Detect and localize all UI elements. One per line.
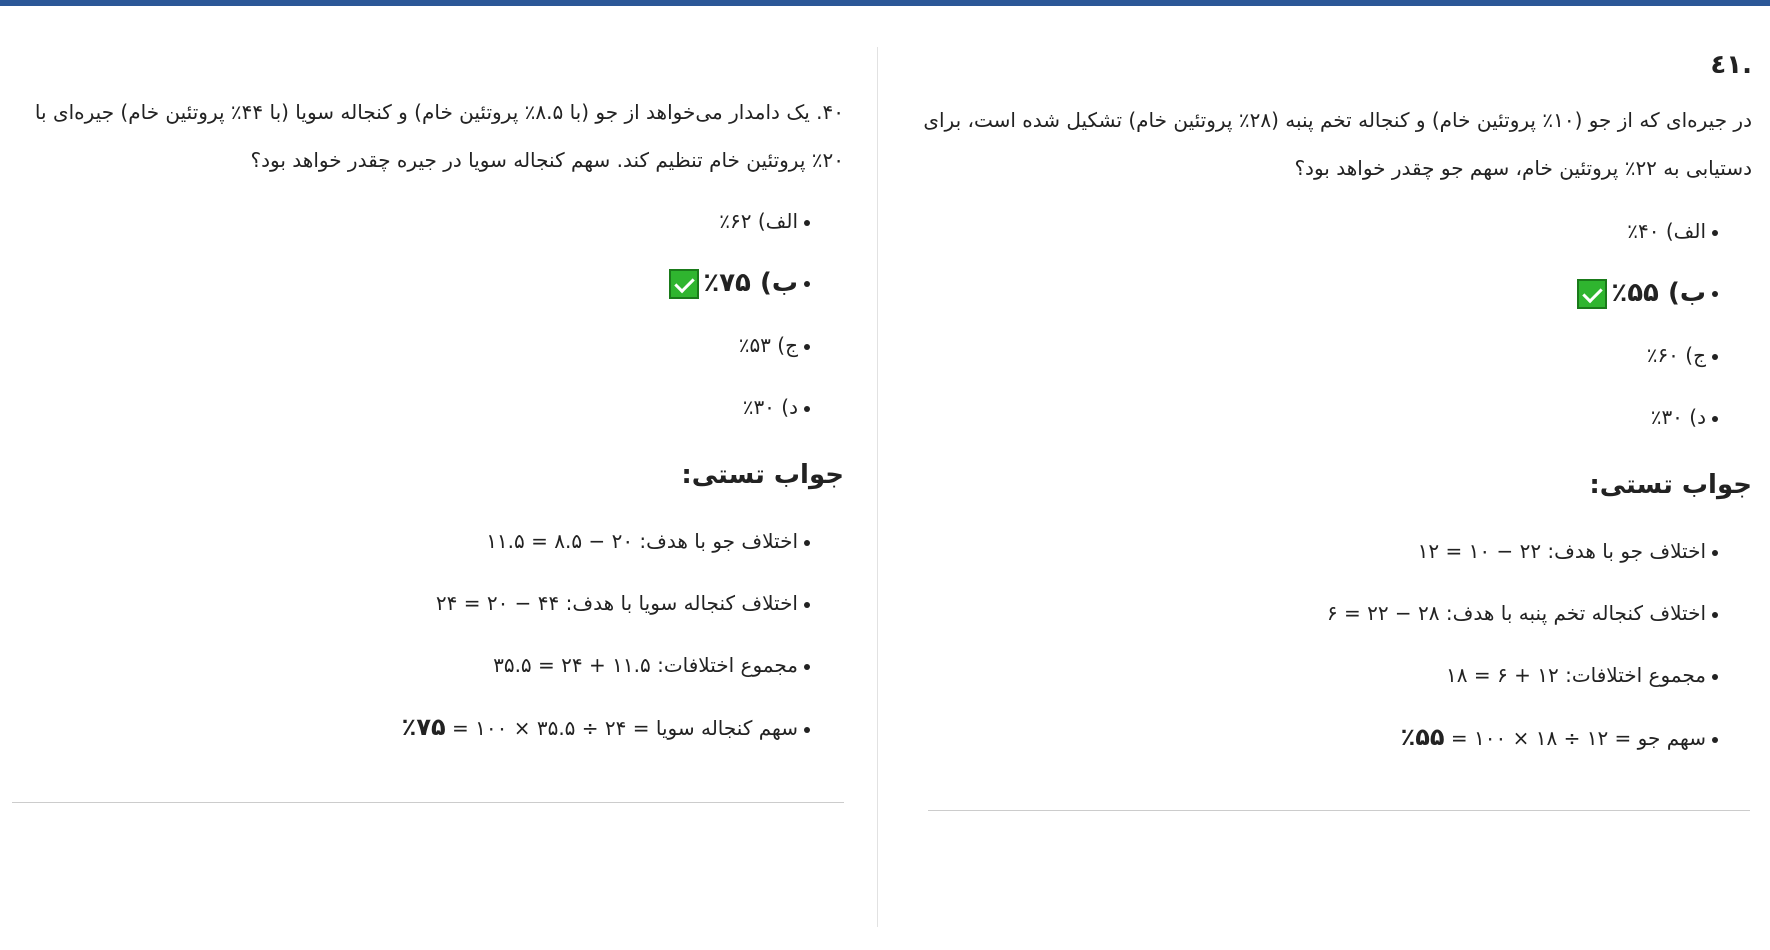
solution-title: جواب تستی: (1589, 470, 1752, 500)
bullet-icon (1712, 291, 1718, 297)
step-text: اختلاف کنجاله تخم پنبه با هدف: ۲۸ − ۲۲ = ۶ (1326, 601, 1706, 625)
solution-step (1327, 644, 1718, 706)
solution-steps (402, 510, 810, 758)
option-label: ج) ۶۰٪ (1646, 343, 1706, 367)
option-label: ب) ۷۵٪ (703, 268, 798, 298)
column-divider (877, 47, 878, 927)
solution-step (402, 634, 810, 696)
bullet-icon (1712, 612, 1718, 618)
solution-step (1327, 706, 1718, 768)
option-label: د) ۳۰٪ (742, 395, 798, 419)
bullet-icon (1712, 354, 1718, 360)
option-label: ج) ۵۳٪ (738, 333, 798, 357)
bullet-icon (1712, 416, 1718, 422)
solution-steps (1327, 520, 1718, 768)
step-text: اختلاف کنجاله سویا با هدف: ۴۴ − ۲۰ = ۲۴ (435, 591, 798, 615)
bullet-icon (804, 220, 810, 226)
question-text: در جیره‌ای که از جو (۱۰٪ پروتئین خام) و کنجاله تخم پنبه (۲۸٪ پروتئین خام) تشکیل شده است، برای دستیابی به ۲۲٪ پروتئین خام، سهم جو چقدر خواهد بود؟ (923, 108, 1752, 180)
step-text: اختلاف جو با هدف: ۲۲ − ۱۰ = ۱۲ (1417, 539, 1706, 563)
bullet-icon (804, 540, 810, 546)
solution-step (402, 572, 810, 634)
bullet-icon (1712, 674, 1718, 680)
option-label: الف) ۶۲٪ (719, 209, 798, 233)
step-text: مجموع اختلافات: ۱۱.۵ + ۲۴ = ۳۵.۵ (493, 653, 798, 677)
section-divider (928, 810, 1750, 811)
step-text: سهم کنجاله سویا = ۲۴ ÷ ۳۵.۵ × ۱۰۰ = (451, 716, 798, 740)
bullet-icon (1712, 550, 1718, 556)
option-c (1577, 324, 1718, 386)
bullet-icon (804, 281, 810, 287)
option-b-correct (1577, 262, 1718, 324)
solution-step (1327, 582, 1718, 644)
option-c (669, 314, 810, 376)
option-d (1577, 386, 1718, 448)
bullet-icon (804, 664, 810, 670)
solution-step (402, 696, 810, 758)
checkmark-icon (1577, 279, 1607, 309)
bullet-icon (804, 727, 810, 733)
bullet-icon (1712, 230, 1718, 236)
option-b-correct (669, 252, 810, 314)
solution-step (1327, 520, 1718, 582)
option-label: د) ۳۰٪ (1650, 405, 1706, 429)
top-accent-bar (0, 0, 1770, 6)
section-divider (12, 802, 844, 803)
options-list (669, 190, 810, 438)
option-label: ب) ۵۵٪ (1611, 278, 1706, 308)
option-d (669, 376, 810, 438)
bullet-icon (804, 406, 810, 412)
solution-step (402, 510, 810, 572)
bullet-icon (804, 602, 810, 608)
bullet-icon (1712, 737, 1718, 743)
option-a (1577, 200, 1718, 262)
solution-title: جواب تستی: (681, 460, 844, 490)
step-text: مجموع اختلافات: ۱۲ + ۶ = ۱۸ (1446, 663, 1706, 687)
step-text: سهم جو = ۱۲ ÷ ۱۸ × ۱۰۰ = (1450, 726, 1706, 750)
option-a (669, 190, 810, 252)
final-answer: ۷۵٪ (401, 713, 446, 741)
step-text: اختلاف جو با هدف: ۲۰ − ۸.۵ = ۱۱.۵ (486, 529, 798, 553)
question-text: ۴۰. یک دامدار می‌خواهد از جو (با ۸.۵٪ پروتئین خام) و کنجاله سویا (با ۴۴٪ پروتئین خام) جیره‌ای با ۲۰٪ پروتئین خام تنظیم کند. سهم کنجاله سویا در جیره چقدر خواهد بود؟ (34, 100, 844, 172)
checkmark-icon (669, 269, 699, 299)
options-list (1577, 200, 1718, 448)
bullet-icon (804, 344, 810, 350)
option-label: الف) ۴۰٪ (1627, 219, 1706, 243)
question-number: .٤١ (1710, 50, 1752, 80)
final-answer: ۵۵٪ (1400, 723, 1445, 751)
